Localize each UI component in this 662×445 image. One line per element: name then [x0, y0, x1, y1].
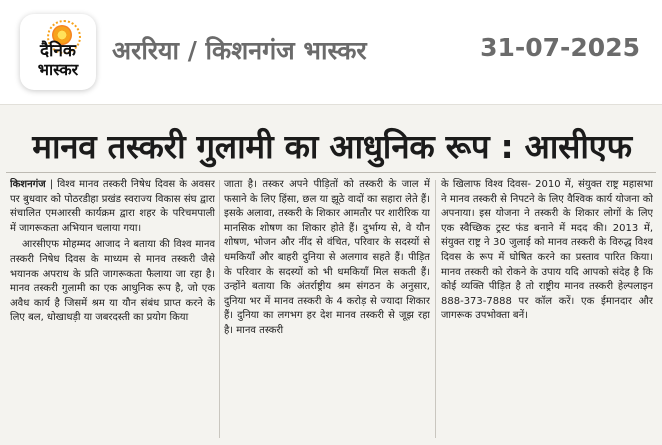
- dainik-bhaskar-logo[interactable]: [20, 14, 96, 90]
- headline-divider: [6, 172, 656, 173]
- column-1-text-1: विश्व मानव तस्करी निषेध दिवस के अवसर पर बुधवार को पोठरडीहा प्रखंड स्वराज्य विकास संघ द्वारा संचालित एमआरसी कार्यक्रम द्वारा शहर के परिचमपाली में जागरूकता अभियान चलाया गया।: [10, 179, 215, 234]
- column-1-paragraph-2: आरसीएफ मोहम्मद आजाद ने बताया की विश्व मानव तस्करी निषेध दिवस के माध्यम से मानव तस्करी जैसे भयानक अपराध के प्रति जागरूकता फैलाया जा रहा है। मानव तस्करी गुलामी का एक आधुनिक रूप है, जो एक अवैध कार्य है जिसमें श्रम या यौन संबंध प्राप्त करने के लिए बल, धोखाधड़ी या जबरदस्ती का प्रयोग किया: [10, 239, 215, 324]
- article-column-3: [441, 178, 653, 440]
- article-column-2: [224, 178, 430, 440]
- column-divider-2: [435, 180, 436, 438]
- logo-text-line2: भास्कर: [37, 59, 79, 79]
- edition-date: 31-07-2025: [480, 33, 640, 62]
- column-1-paragraph-1: किशनगंज | विश्व मानव तस्करी निषेध दिवस के अवसर पर बुधवार को पोठरडीहा प्रखंड स्वराज्य विकास संघ द्वारा संचालित एमआरसी कार्यक्रम द्वारा शहर के परिचमपाली में जागरूकता अभियान चलाया गया।: [10, 179, 215, 234]
- logo-text-line1: दैनिक: [40, 40, 76, 61]
- column-2-paragraph-1: जाता है। तस्कर अपने पीड़ितों को तस्करी के जाल में फसाने के लिए हिंसा, छल या झूठे वादों का सहारा लेते हैं। इसके अलावा, तस्करी के शिकार आमतौर पर शारीरिक या मानसिक शोषण का शिकार होते हैं। दुर्भाग्य से, वे यौन शोषण, भोजन और नींद से वंचित, परिवार के सदस्यों से धमकियाँ और बाहरी दुनिया से अलगाव सहते हैं। पीड़ित के परिवार के सदस्यों को भी धमकियाँ मिल सकती हैं। उन्होंने बताया कि अंतर्राष्ट्रीय श्रम संगठन के अनुसार, दुनिया भर में मानव तस्करी के 4 करोड़ से ज्यादा शिकार हैं। दुनिया का लगभग हर देश मानव तस्करी से जूझ रहा है। मानव तस्करी: [224, 179, 430, 336]
- dateline: किशनगंज: [10, 179, 46, 190]
- column-divider-1: [219, 180, 220, 438]
- article-column-1: [10, 178, 215, 440]
- column-3-paragraph-1: के खिलाफ विश्व दिवस- 2010 में, संयुक्त राष्ट्र महासभा ने मानव तस्करी से निपटने के लिए वैश्विक कार्य योजना को अपनाया। इस योजना ने तस्करी के शिकार लोगों के लिए एक स्वैच्छिक ट्रस्ट फंड बनाने में मदद की। 2013 में, संयुक्त राष्ट्र ने 30 जुलाई को मानव तस्करी के विरुद्ध विश्व दिवस के रूप में घोषित करने का प्रस्ताव पारित किया। मानव तस्करी को रोकने के उपाय यदि आपको संदेह है कि कोई व्यक्ति पीड़ित है तो राष्ट्रीय मानव तस्करी हेल्पलाइन 888-373-7888 पर कॉल करें। एक ईमानदार और जागरूक उपभोक्ता बनें।: [441, 179, 653, 322]
- article-headline: मानव तस्करी गुलामी का आधुनिक रूप : आसीएफ: [32, 127, 632, 166]
- app-header: [0, 0, 662, 104]
- edition-title: अररिया / किशनगंज भास्कर: [112, 36, 367, 65]
